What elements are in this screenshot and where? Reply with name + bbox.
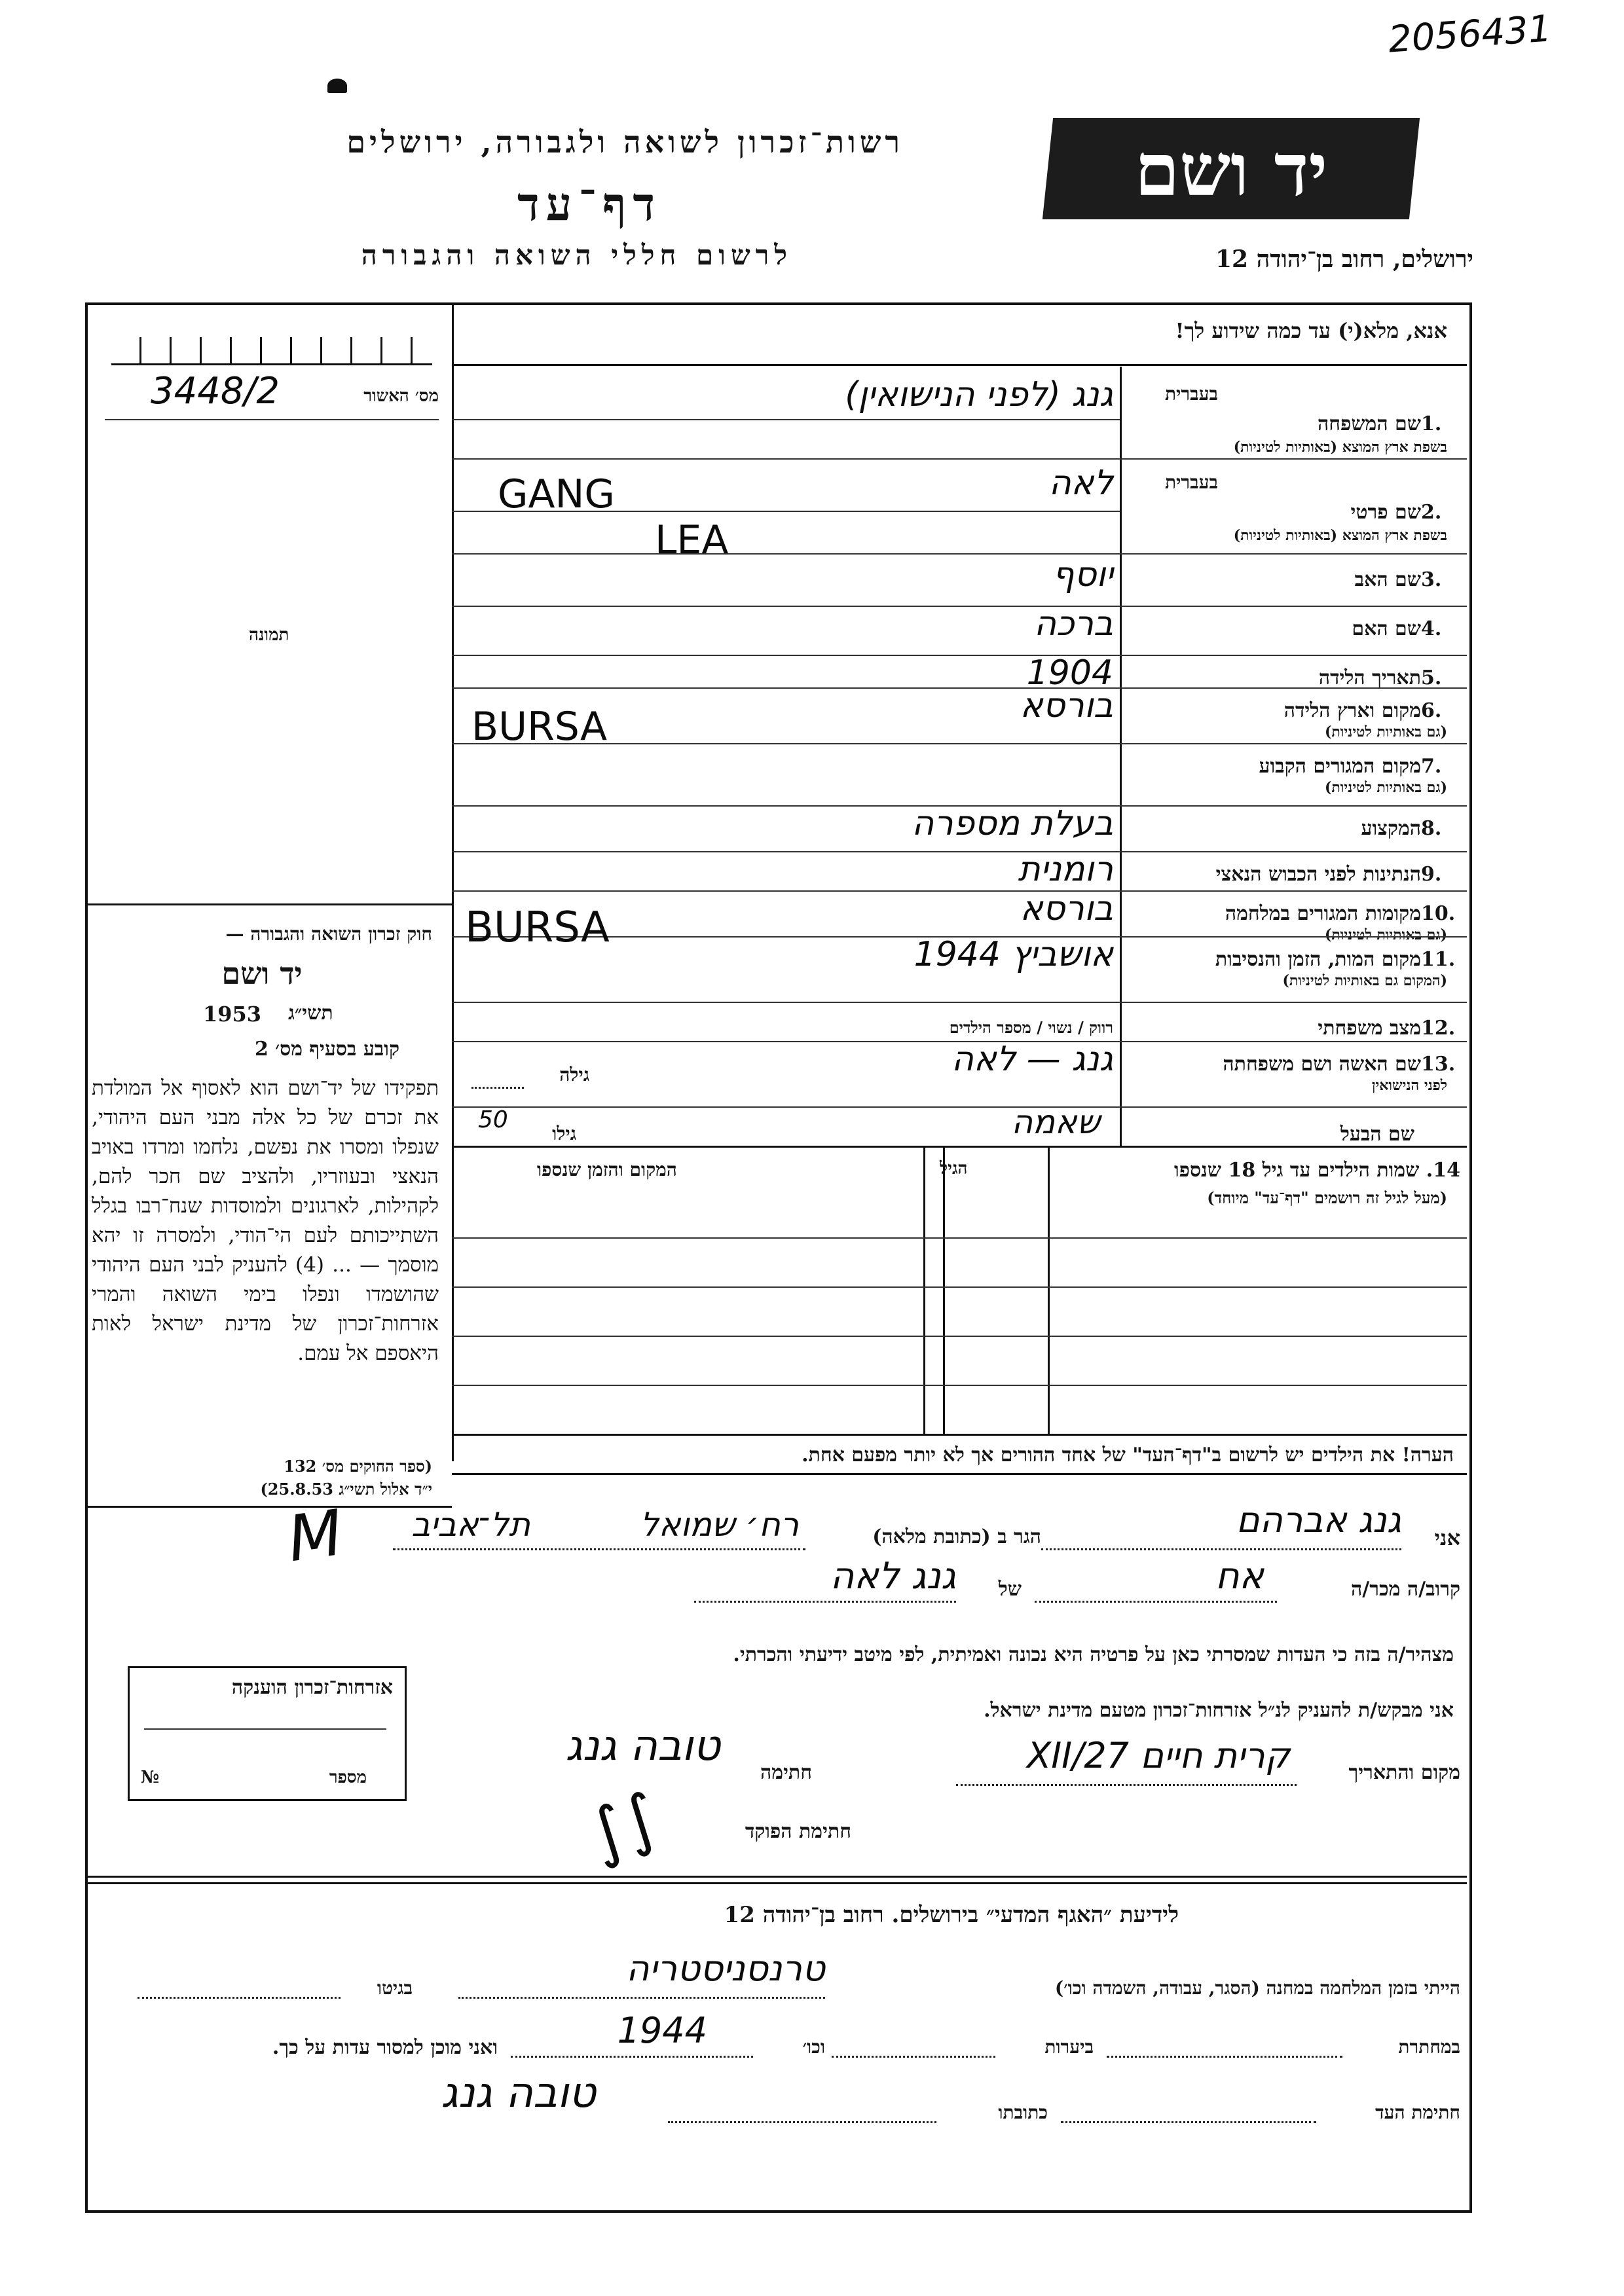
relation-line [1035, 1601, 1277, 1603]
field-sublabel-13: לפני הנישואין [1371, 1077, 1447, 1094]
forest-label: ביערות [1044, 2036, 1094, 2058]
form-title: דף־עד [517, 177, 661, 231]
law-year-hebrew: תשי״ג [288, 1002, 333, 1025]
witness-address-label: כתובתו [998, 2102, 1048, 2123]
approval-number: 3448/2 [151, 370, 280, 412]
year-line [511, 2056, 753, 2058]
children-row-line [452, 1385, 1467, 1386]
children-row-line [452, 1237, 1467, 1239]
law-reference: (ספר החוקים מס׳ 132 [284, 1457, 432, 1476]
wartime-place-latin-value: BURSA [465, 903, 610, 952]
field-value-8: בעלת מספרה [912, 804, 1113, 843]
field-label-2: שם פרטי [1350, 501, 1421, 524]
field-label-5: תאריך הלידה [1318, 666, 1421, 689]
field-row-line-11 [452, 1002, 1467, 1003]
field-number-10: 10. [1421, 902, 1456, 925]
first-name-latin-value: LEA [655, 517, 729, 563]
field-label-6: מקום וארץ הלידה [1283, 699, 1421, 722]
field-number-11: 11. [1421, 948, 1456, 971]
latin-row-line-1 [452, 419, 1120, 420]
witness-name-value: גנג אברהם [1236, 1499, 1401, 1540]
archive-number: 2056431 [1387, 7, 1553, 62]
husband-age-value: 50 [478, 1106, 508, 1133]
children-label: 14. שמות הילדים עד גיל 18 שנספו [1173, 1159, 1460, 1182]
field-number-4: 4. [1421, 617, 1442, 640]
camp-text: הייתי בזמן המלחמה במחנה (הסגר, עבודה, השמדה וכו׳) [1054, 1977, 1460, 1999]
camp-value: טרנסניסטריה [626, 1948, 825, 1989]
official-signature-label: חתימת הפוקד [745, 1820, 851, 1843]
forest-line [832, 2056, 995, 2058]
witness-resides-label: הגר ב (כתובת מלאה) [872, 1525, 1041, 1548]
memorial-box-no: № [141, 1768, 160, 1787]
field-sublabel-2: בשפת ארץ המוצא (באותיות לטיניות) [1233, 527, 1447, 544]
witness-city-value: תל־אביב [411, 1506, 530, 1544]
left-law-bottom [85, 1506, 452, 1508]
field-number-1: 1. [1421, 412, 1442, 435]
field-label-4: שם האם [1352, 617, 1421, 640]
field-sublabel-10: (גם באותיות לטיניות) [1324, 926, 1447, 943]
field-value-11: אושביץ 1944 [913, 935, 1113, 974]
law-title: חוק זכרון השואה והגבורה — [225, 923, 432, 945]
approval-line [105, 419, 439, 420]
authority-title: רשות־זכרון לשואה ולגבורה, ירושלים [346, 124, 904, 160]
children-row-line [452, 1336, 1467, 1337]
field-row-line-2 [452, 553, 1467, 555]
field-value-13: גנג — לאה [951, 1040, 1113, 1079]
note-text: הערה! את הילדים יש לרשום ב"דף־העד" של אחד ההורים אך לא יותר מפעם אחת. [802, 1444, 1454, 1467]
year-value: 1944 [617, 2010, 707, 2051]
memorial-box-line [144, 1728, 386, 1730]
approval-ruler [111, 337, 432, 365]
children-col-place: המקום והזמן שנספו [537, 1159, 677, 1180]
surname-latin-value: GANG [498, 471, 615, 517]
intro-text: אנא, מלא(י) עד כמה שידוע לך! [1175, 318, 1447, 343]
field-sublabel-7: (גם באותיות לטיניות) [1324, 779, 1447, 796]
field-value-5: 1904 [1026, 653, 1113, 693]
of-line [694, 1601, 956, 1603]
yad-vashem-logo: יד ושם [1134, 128, 1328, 212]
field-label-13: שם האשה ושם משפחתה [1223, 1053, 1421, 1076]
law-name: יד ושם [221, 956, 303, 991]
place-date-value: קרית חיים 27/XII [1027, 1735, 1290, 1776]
field-value-2: לאה [1048, 464, 1113, 503]
witness-signature-label: חתימת העד [1375, 2102, 1460, 2123]
witness-signature-line [1061, 2121, 1316, 2123]
children-col-div-2 [943, 1146, 945, 1434]
field-label-9: הנתינות לפני הכבוש הנאצי [1215, 863, 1421, 886]
field-label-10: מקומות המגורים במלחמה [1225, 902, 1421, 925]
field-value-6: בורסא [1020, 686, 1113, 725]
etc-label: וכו׳ [802, 2036, 825, 2058]
field-number-5: 5. [1421, 666, 1442, 689]
field-label-1: שם המשפחה [1317, 412, 1421, 435]
field-tag-hebrew-1: בעברית [1164, 383, 1218, 405]
relative-label: קרוב/ה מכר/ה [1351, 1578, 1460, 1601]
field-label-3: שם האב [1354, 568, 1421, 591]
husband-value: שאמה [1011, 1103, 1100, 1141]
birthplace-latin-value: BURSA [471, 704, 608, 750]
husband-age-label: גילו [552, 1123, 576, 1144]
field-number-12: 12. [1421, 1017, 1456, 1040]
field-number-13: 13. [1421, 1053, 1456, 1076]
declaration-text: מצהיר/ה בזה כי העדות שמסרתי כאן על פרטיה היא נכונה ואמיתית, לפי מיטב ידיעתי והכרתי. [733, 1643, 1454, 1666]
field-value-1: גנג (לפני הנישואין) [845, 375, 1113, 414]
children-table-bottom [452, 1434, 1467, 1436]
ready-text: ואני מוכן למסור עדות על כך. [272, 2036, 498, 2059]
field-number-6: 6. [1421, 699, 1442, 722]
law-text: תפקידו של יד־ושם הוא לאסוף אל המולדת את זכרם של כל אלה מבני העם היהודי, שנפלו ומסרו את נפשם, נלחמו ומרדו באויב הנאצי ובעוזריו, ולהציב שם חכר להם, לקהילות, לארגונים ולמוסדות שנח־רבו בגלל השתייכותם לעם הי־הודי, ולמסרה זו יהא מוסמך — ... (4) להעניק לבני העם היהודי שהושמדו ונפלו בימי השואה והמרי אזרחות־זכרון של מדינת ישראל לאות היאספם אל עמם. [92, 1076, 439, 1365]
law-clause: קובע בסעיף מס׳ 2 [254, 1038, 399, 1061]
law-year: 1953 [203, 1002, 262, 1027]
witness-address-bottom-line [668, 2121, 936, 2123]
ghetto-line [138, 1997, 341, 1999]
field-value-3: יוסף [1052, 555, 1113, 594]
of-value: גנג לאה [830, 1555, 956, 1597]
field-number-3: 3. [1421, 568, 1442, 591]
bird-mark [327, 79, 347, 93]
witness-signature-value: טובה גנג [441, 2069, 596, 2117]
label-column-divider [1120, 367, 1122, 1146]
photo-area-bottom [85, 903, 452, 905]
field-sublabel-6: (גם באותיות לטיניות) [1324, 723, 1447, 740]
witness-initials-mark: M [283, 1495, 348, 1576]
field-label-7: מקום המגורים הקבוע [1259, 755, 1421, 778]
memorial-box-title: אזרחות־זכרון הוענקה [231, 1676, 393, 1699]
field-label-12: מצב משפחתי [1318, 1017, 1421, 1040]
children-col-age: הגיל [940, 1159, 968, 1178]
relation-value: אח [1215, 1555, 1264, 1597]
children-col-div-1 [1048, 1146, 1050, 1434]
place-date-label: מקום והתאריך [1348, 1761, 1460, 1784]
witness-name-line [1041, 1548, 1401, 1550]
bottom-section-rule-1 [85, 1876, 1467, 1878]
photo-label: תמונה [249, 625, 289, 645]
field-sublabel-11: (המקום גם באותיות לטיניות) [1282, 972, 1447, 989]
children-row-line [452, 1286, 1467, 1288]
form-subtitle: לרשום חללי השואה והגבורה [361, 239, 792, 271]
signature-label: חתימה [760, 1761, 812, 1784]
field-label-11: מקום המות, הזמן והנסיבות [1215, 948, 1421, 971]
children-table-top [452, 1146, 1467, 1148]
bottom-section-rule-2 [85, 1882, 1467, 1884]
field-value-10: בורסא [1020, 889, 1113, 928]
witness-address-value: רח׳ שמואל [640, 1506, 799, 1544]
hiding-line [1107, 2056, 1342, 2058]
children-sublabel: (מעל לגיל זה רושמים "דף־עד" מיוחד) [1207, 1188, 1447, 1207]
law-reference-date: י״ד אלול תשי״ג 25.8.53) [260, 1480, 432, 1499]
field-label-8: המקצוע [1361, 817, 1421, 840]
place-date-line [956, 1784, 1297, 1786]
ghetto-label: בגיטו [377, 1977, 413, 1999]
hiding-label: במחתרת [1398, 2036, 1460, 2058]
memorial-box-number-label: מספר [329, 1768, 367, 1787]
field-number-7: 7. [1421, 755, 1442, 778]
witness-address-line [393, 1548, 805, 1550]
wife-age-label: גילה [559, 1064, 589, 1085]
field-value-12: רווק / נשוי / מספר הילדים [949, 1018, 1113, 1037]
official-signature-scribble: ∫∫ [578, 1777, 669, 1874]
field-number-8: 8. [1421, 817, 1442, 840]
request-text: אני מבקש/ת להעניק לנ״ל אזרחות־זכרון מטעם מדינת ישראל. [984, 1699, 1454, 1722]
of-label: של [998, 1578, 1022, 1601]
children-col-div-3 [923, 1146, 925, 1434]
husband-label: שם הבעל [1340, 1123, 1414, 1146]
field-row-line-1 [452, 458, 1467, 460]
wife-age-line [471, 1087, 524, 1089]
camp-line [458, 1997, 825, 1999]
intro-rule [452, 364, 1467, 366]
field-number-9: 9. [1421, 863, 1442, 886]
field-value-4: ברכה [1034, 604, 1113, 644]
field-value-9: רומנית [1018, 850, 1113, 889]
field-number-2: 2. [1421, 501, 1442, 524]
address: ירושלים, רחוב בן־יהודה 12 [1215, 246, 1473, 273]
bottom-title: לידיעת ״האגף המדעי״ בירושלים. רחוב בן־יהודה 12 [724, 1902, 1179, 1928]
note-bottom [452, 1473, 1467, 1475]
witness-i-label: אני [1434, 1525, 1460, 1550]
field-tag-hebrew-2: בעברית [1164, 471, 1218, 493]
signature-value: טובה גנג [565, 1722, 720, 1770]
approval-label: מס׳ האשור [363, 386, 439, 406]
field-sublabel-1: בשפת ארץ המוצא (באותיות לטיניות) [1233, 439, 1447, 456]
